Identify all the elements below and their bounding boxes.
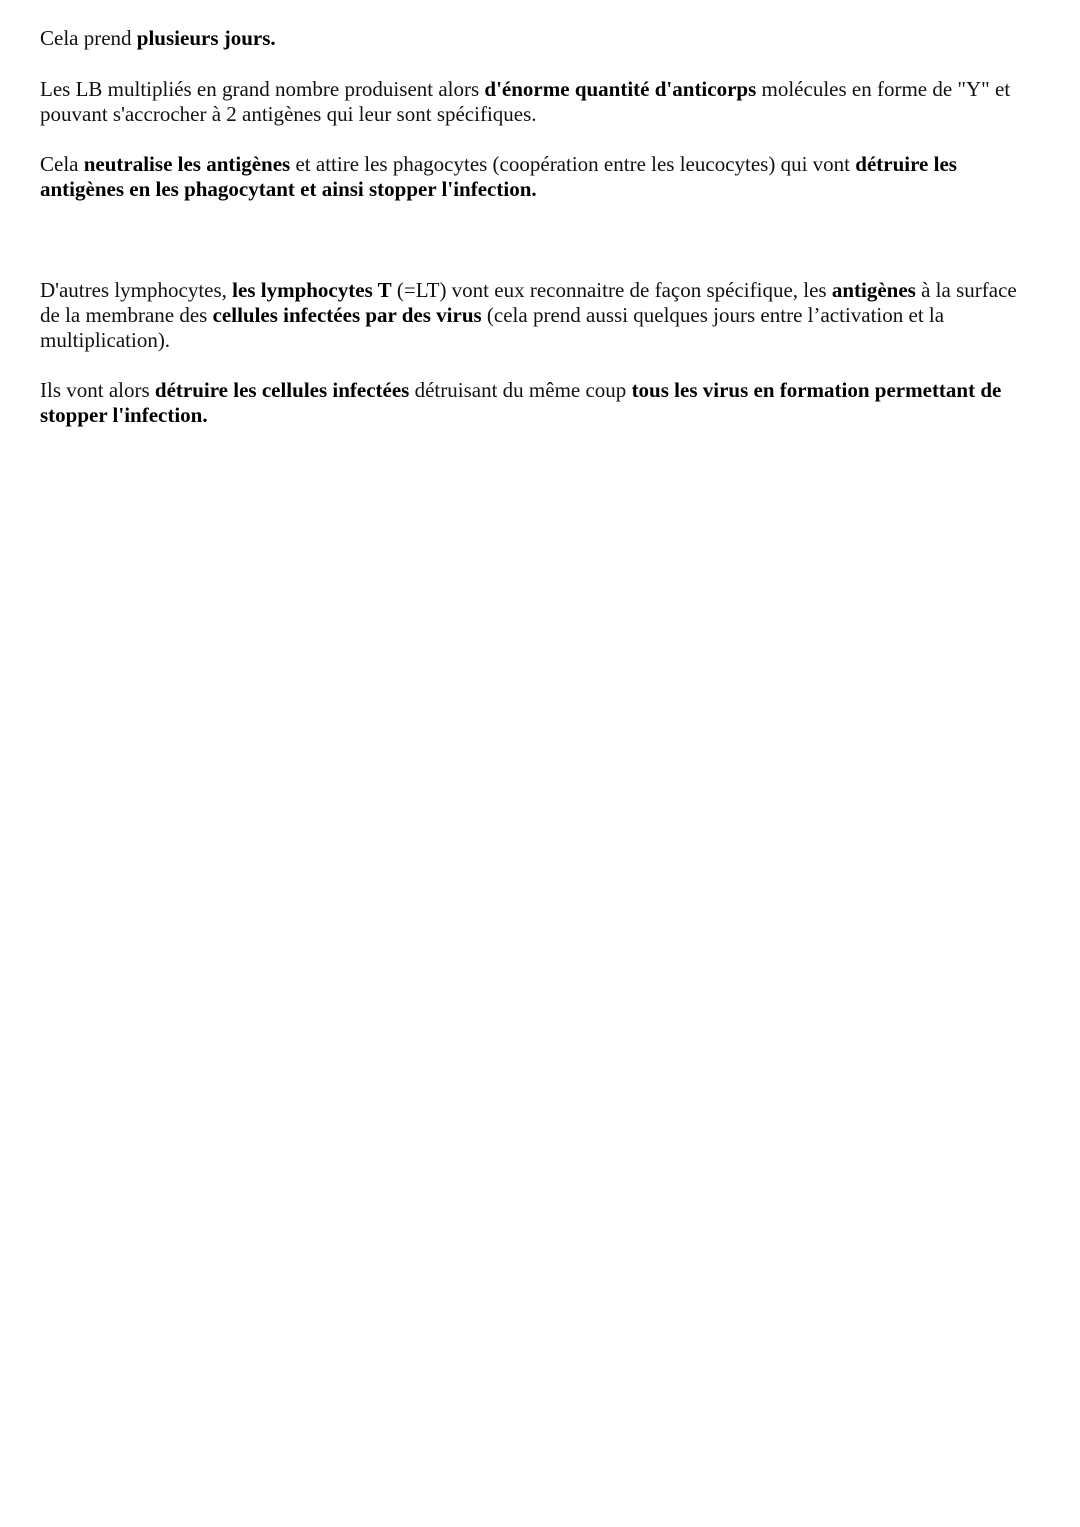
text-segment: Cela bbox=[40, 152, 84, 176]
text-segment: (cela prend aussi quelques jours entre l’activation et la multiplication). bbox=[40, 303, 945, 352]
paragraph-neutralisation bbox=[40, 152, 1040, 202]
bold-text-segment: cellules infectées par des virus bbox=[212, 303, 482, 327]
text-segment: à la surface de la membrane des bbox=[40, 278, 1017, 327]
bold-text-segment: détruire les antigènes en les phagocytant et ainsi stopper l'infection. bbox=[40, 152, 957, 201]
bold-text-segment: tous les virus en formation permettant de stopper l'infection. bbox=[40, 378, 1002, 427]
bold-text-segment: les lymphocytes T bbox=[232, 278, 392, 302]
bold-text-segment: d'énorme quantité d'anticorps bbox=[484, 77, 757, 101]
text-segment: molécules en forme de "Y" et pouvant s'accrocher à 2 antigènes qui leur sont spécifiques. bbox=[40, 77, 1011, 126]
text-segment: D'autres lymphocytes, bbox=[40, 278, 233, 302]
paragraph-destruction bbox=[40, 378, 1040, 428]
text-segment: (=LT) vont eux reconnaitre de façon spécifique, les bbox=[391, 278, 832, 302]
bold-text-segment: détruire les cellules infectées bbox=[154, 378, 410, 402]
paragraph-antibodies bbox=[40, 77, 1040, 127]
text-segment: Ils vont alors bbox=[40, 378, 155, 402]
text-segment: détruisant du même coup bbox=[409, 378, 632, 402]
text-segment: Les LB multipliés en grand nombre produisent alors bbox=[40, 77, 485, 101]
paragraph-duration bbox=[40, 26, 1040, 51]
text-segment: et attire les phagocytes (coopération entre les leucocytes) qui vont bbox=[290, 152, 856, 176]
bold-text-segment: antigènes bbox=[831, 278, 916, 302]
bold-text-segment: plusieurs jours. bbox=[136, 26, 276, 50]
paragraph-t-lymphocytes bbox=[40, 278, 1040, 353]
text-segment: Cela prend bbox=[40, 26, 137, 50]
bold-text-segment: neutralise les antigènes bbox=[83, 152, 291, 176]
